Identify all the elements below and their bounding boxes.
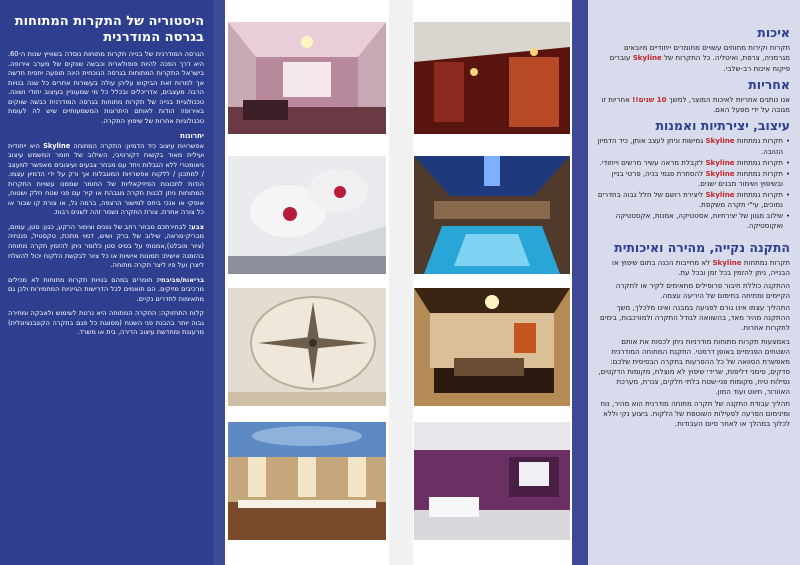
left-divider-strip [213,0,225,565]
photo-living-room [414,288,570,406]
right-divider-strip [572,0,588,565]
design-bullet: • תקרות נמתחות Skyline להסתרת פגמי בניה, פרטי בניין ובשיפוץ ושימור מבנים ישנים. [596,169,790,189]
warranty-years: 10 שנים!! [632,94,667,104]
installation-paragraph-3: התהליך עצמו אינו גורם לפגיעה במבנה ואינו מלכלך, משך ההתקנה מהיר מאד, בהשוואה לגודל התקרה ולמורכבות, בימים לתקרות אחרות. [600,302,790,332]
advantages-body: היא ייחודית ועילית מאוד בקשוח דקורטיבי, השילוב של חומר המשמש עיצוב גיאומטרי ללא הגבלות ויחד עם מבחר צבעים ועיצובים מאפשר למעצב / למתכנן / ללקוח אפשרויות המוגבלות אך ורק על ידי הדמיון עצמו. הודות לתכונות הפיזיקאליות של החומר שממנו עשויות התקרות המתוחות ניתן לבנות תקרה מגבהת או קיר עם פני שטח חלק ושטוח, אופקי או אנכי ביחס למישור הרצפה, ברמה גל, או צורת קו שבור או כל צורה אחרת. צורת התקרה נשמר זהה לשנים רבות. [8,141,204,217]
advantages-intro: אפשרויות עיצוב כיד הדמיון: התקרה המתוחה [73,141,204,150]
photo-orchid-ceiling [228,156,386,274]
installation-heading: התקנה נקייה, מהירה ואיכותית [614,240,790,255]
design-bullet: • תקרות נמתחות Skyline לקבלת מראה עשיר מרשים וייחודי. [596,158,790,168]
installation-paragraph-5: תהליך עבודת התקנה של תקרה מתוחה מודרנית הוא מהיר, נוח ומינימום הפרעה לפעילות השוטפת של הלקוח. ביצוע נקי וללא לכלוך במהלך או לאחר סיום העבודות. [600,399,790,429]
photo-bedroom-ceiling [228,22,386,134]
center-fold-gutter [389,0,413,565]
quality-text-start: תקרות וקירות מתוחים עשויים מחומרים ייחודיים מיובאים מגרמניה, צרפת, ואיטליה. כל התקרות של [623,43,790,63]
photo-purple-room [414,422,570,540]
warranty-text-start: אנו נותנים אחריות לאיכות המוצר, למשך [668,94,790,104]
brand-name: Skyline [43,141,71,150]
right-text-column [588,0,800,565]
photo-pool-ceiling [414,156,570,274]
advantages-paragraph [8,142,204,218]
quality-text-end: עוברים פיקוח איכות רב-שלבי. [609,53,790,73]
advantages-heading: יתרונות [180,131,204,140]
design-heading: עיצוב, יצירתיות ואמנות [655,118,790,134]
quality-paragraph [596,43,790,73]
quality-heading: איכות [757,25,790,40]
installation-paragraph-1: תקרות נמתחות Skyline לא מחייבות הכנה בתום שיפוץ או הבנייה, ניתן להזמין בכל זמן ובכל עת. [612,258,790,278]
colors-paragraph [8,223,204,271]
colors-body: לבחירתכם מבחר רחב של גוונים וצימור הרקע, כגון: סטן, עמום, מבריק-מראה, שילוב של ברק ושיש, דמוי מתכת, טקסטיל, פנטזיה (ציור מובלט),אמנותי על בסיס סטן כלומר ניתן להזמין תקרה מתוחה בהזמנה אישית: תמונות אישיות או כל ציור לבקשת הלקוח יכול להשלח ליצרן ועל פיו ליצר תקרה מתוחה. [8,222,204,270]
left-text-column [0,0,213,565]
history-title: היסטוריה של התקרות המתוחות בגרסה המודרנית [14,14,204,45]
installation-paragraph-2: ההתקנה כוללת חיבור פרופילים מתאימים לקיר או לתקרה הקיימים ומתיחה בחימום של היריעה עצמה. [615,280,790,300]
colors-heading: צבע: [188,222,204,231]
brand-name: Skyline [632,53,662,63]
design-bullet-list [596,136,790,231]
eco-heading: בריאות/סביבתי: [156,275,204,284]
design-bullet: • תקרות נמתחות Skyline ליצירת רושם של חלל גבוה בחדרים נמוכים, עי"י תקרה משקפת. [596,190,790,210]
maintenance-paragraph: קלות התחזוקה: התקרה המתוחה היא נרטת לשימוש ולאבקה ומחירה גבוה יותר בהבנת פני השטח (מסווגת כל פגם בתקרה הקונבנציונלית) מרעננת ומחדשת עיצוב הדירה, בית או משרד. [8,309,204,337]
design-bullet: • תקרות נמתחות Skyline גמישות וניתן לעצב אותן, כיד הדמיון הטובה. [596,136,790,156]
photo-compass-ceiling [228,288,386,406]
warranty-paragraph [596,95,790,115]
eco-paragraph [8,276,204,305]
warranty-text-end: אחריות זו מגובה על ידי מפעל האם. [601,94,790,114]
design-bullet: • שילוב מגוון של יצירתיות, אסטטיקה, אמנות, אקסטטיקה ואקוסטיקה. [596,211,790,231]
warranty-heading: אחריות [748,76,790,92]
photo-dining-hall [228,422,386,540]
history-paragraph: הגרסה המודרנית של בנייה תקרות מתוחות נוסדה בשווייץ שנות ה-60. היא דרך הפכה להיות פופולארית וכבשה שווקים של מערב אירופה. בישראל התקרות המתוחות בגרסה הנוכחית הינה תופעה יחסית חדשה אך למרות זאת הביקוש עליהן עולה בעשורות אחרים כל שנה בנויות הרבה מעצבים, אדריכלים ובכלל כל מי שמעוניין בעיצוב יחודי ושונה. טכנולוגיית בנייה של תקרות מתוחות בגרסה המודרנית כבשה שווקים באירופה הודות לאותם היתרונות המשמעותיים שיש לה לעומת טכנולוגיות אחרות של שיפוץ התקרה. [8,50,204,126]
eco-body: חומרים במהם בנויות תקרות מתוחות לא מכילים מרכיבים מזיקים. הם תואמים לכל הדרישות הגייניות המחמירות ולכן גם מתאימות לחדרים נקיים. [8,275,204,303]
installation-paragraph-4: באמצעות תקרות מתוחות מודרניות ניתן לכסות את אותם השטחים הפנימיים באופן דרמטי. התקנת המתוחה המודרנית מאפשרת הסוואה של כל ההפרעות בתקרה הבסיסית שלכם: סדקים, סימני דליפות, שרידי שיפוץ לא מוצלח, מקומות הדקטים, נפילות טיח, מקומות פני-שטח בלתי חלקים, צנרת, מערכת האוורור, חיווט ועוד המון. [598,336,790,397]
photo-bar-ceiling [414,22,570,134]
